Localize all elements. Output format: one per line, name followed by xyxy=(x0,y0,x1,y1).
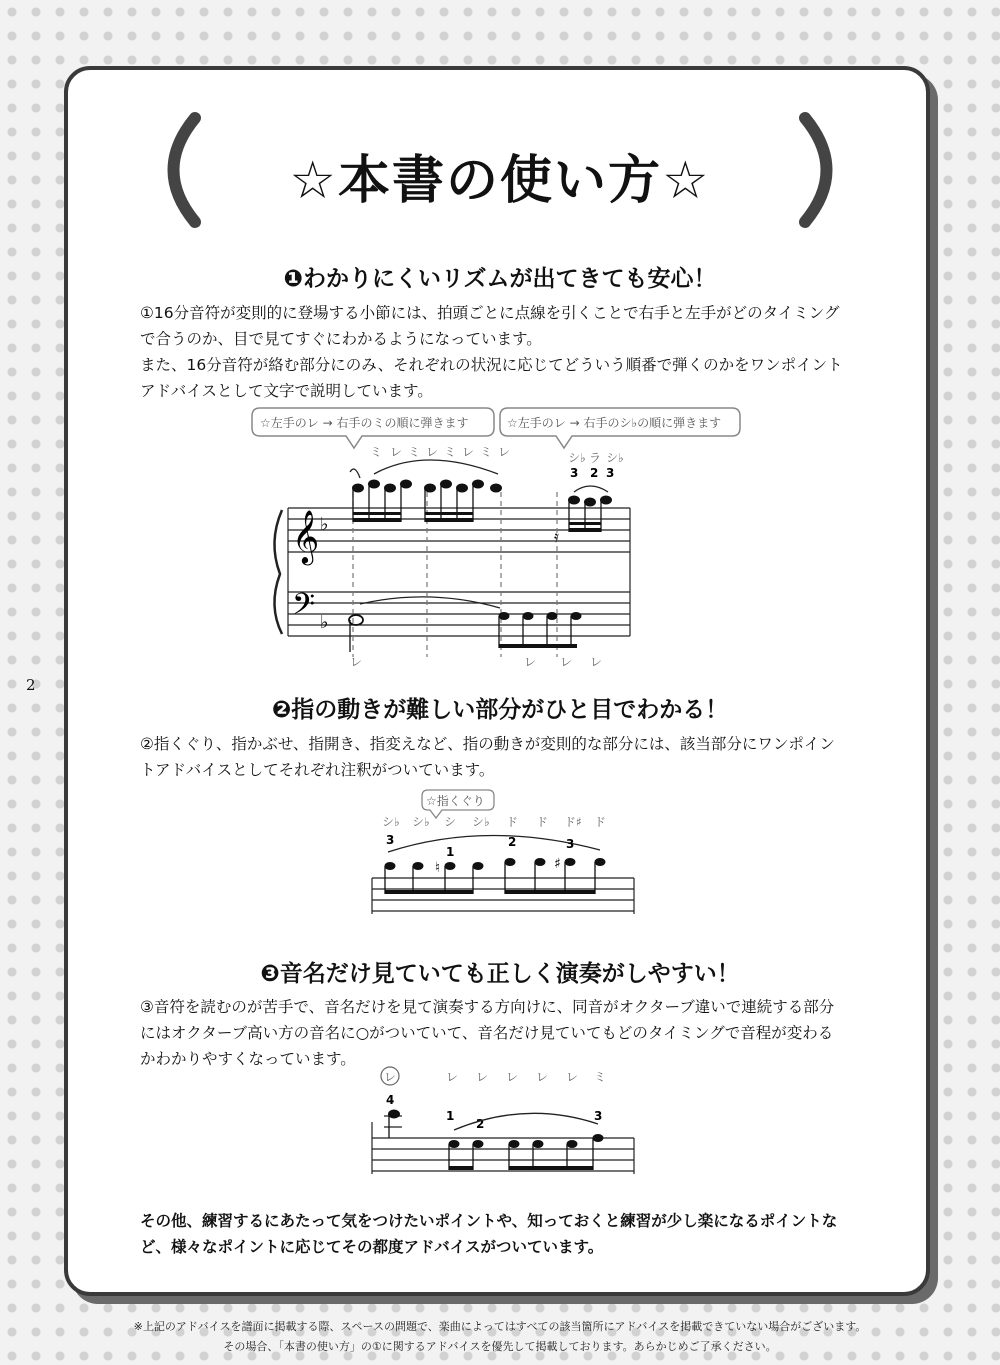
note-name: ド♯ xyxy=(564,815,582,829)
flat-icon: ♭ xyxy=(320,612,329,633)
sixteenth-notes xyxy=(353,480,612,506)
section-2-score xyxy=(366,786,646,920)
fingering: 1 xyxy=(446,1109,455,1123)
bass-clef-icon: 𝄢 xyxy=(292,588,316,629)
fingering: 2 xyxy=(590,466,599,480)
flat-icon: ♭ xyxy=(320,514,329,535)
fingering: 3 xyxy=(594,1109,603,1123)
note-name: レ xyxy=(390,445,403,459)
fingering: 2 xyxy=(476,1117,485,1131)
note-name: シ♭ xyxy=(606,451,624,465)
note-name: シ♭ xyxy=(472,815,490,829)
fingering: 4 xyxy=(386,1093,395,1107)
note-name: シ♭ xyxy=(568,451,586,465)
note-name: ミ xyxy=(480,445,493,459)
section-2-heading: ❷指の動きが難しい部分がひと目でわかる！ xyxy=(271,697,729,723)
section-3-heading: ❸音名だけ見ていても正しく演奏がしやすい！ xyxy=(260,961,740,987)
circled-note-name: レ xyxy=(384,1070,397,1084)
callout-left-then-mi xyxy=(252,408,494,448)
natural-icon: ♮ xyxy=(435,860,441,876)
note-name: ラ xyxy=(589,451,602,465)
section-1-score xyxy=(250,402,750,680)
section-2-body: ②指くぐり、指かぶせ、指開き、指変えなど、指の動きが変則的な部分には、該当部分にワンポイン トアドバイスとしてそれぞれ注釈がついています。 xyxy=(140,735,835,779)
note-name: レ xyxy=(524,655,537,669)
footnote-1: ※上記のアドバイスを譜面に掲載する際、スペースの問題で、楽曲によってはすべての該当箇所にアドバイスを掲載できていない場合がございます。 xyxy=(133,1320,867,1333)
note-name: ド xyxy=(594,815,607,829)
fingering: 3 xyxy=(566,837,575,851)
section-3-body: ③音符を読むのが苦手で、音名だけを見て演奏する方向けに、同音がオクターブ違いで連続する部分 にはオクターブ高い方の音名に○がついていて、音名だけ見ていてもどのタイミングで音程が変わる かわかりやすくなっています。 xyxy=(140,998,835,1068)
fingering: 2 xyxy=(508,835,517,849)
note-name: ミ xyxy=(370,445,383,459)
callout-finger-under: ☆指くぐり xyxy=(426,794,485,808)
note-name: レ xyxy=(462,445,475,459)
fingering: 1 xyxy=(446,845,455,859)
note-name: レ xyxy=(536,1070,549,1084)
note-name: ミ xyxy=(594,1070,607,1084)
closing-text: その他、練習するにあたって気をつけたいポイントや、知っておくと練習が少し楽になるポイントな ど、様々なポイントに応じてその都度アドバイスがついています。 xyxy=(140,1212,838,1256)
note-name: シ xyxy=(444,815,457,829)
callout-2-text: ☆左手のレ → 右手のシ♭の順に弾きます xyxy=(507,416,722,430)
note-name: レ xyxy=(566,1070,579,1084)
note-name: ミ xyxy=(444,445,457,459)
note-name: レ xyxy=(590,655,603,669)
note-name: シ♭ xyxy=(382,815,400,829)
callout-left-then-sib xyxy=(500,408,740,448)
page-title: ☆本書の使い方☆ xyxy=(289,151,711,211)
note-name: ミ xyxy=(408,445,421,459)
note-name: レ xyxy=(446,1070,459,1084)
fingering: 3 xyxy=(606,466,615,480)
note-name: ド xyxy=(506,815,519,829)
note-name: シ♭ xyxy=(412,815,430,829)
note-name: レ xyxy=(506,1070,519,1084)
note-name: レ xyxy=(560,655,573,669)
note-name: レ xyxy=(476,1070,489,1084)
note-name: レ xyxy=(498,445,511,459)
note-name: レ xyxy=(426,445,439,459)
section-1-heading: ❶わかりにくいリズムが出てきても安心！ xyxy=(283,266,717,292)
rest-icon: 𝄿 xyxy=(554,527,559,546)
sharp-icon: ♯ xyxy=(554,856,561,872)
callout-1-text: ☆左手のレ → 右手のミの順に弾きます xyxy=(260,416,469,430)
fingering: 3 xyxy=(386,833,395,847)
note-name: レ xyxy=(350,655,363,669)
note-name: ド xyxy=(536,815,549,829)
section-1-body: ①16分音符が変則的に登場する小節には、拍頭ごとに点線を引くことで右手と左手がどのタイミング で合うのか、目で見てすぐにわかるようになっています。 また、16分音符が絡む部分にのみ、それぞれの状況に応じてどういう順番で弾くのかをワンポイント アドバイスとして文字で説明しています。 xyxy=(140,304,843,400)
footnote-2: その場合、「本書の使い方」の①に関するアドバイスを優先して掲載しております。あらかじめご了承ください。 xyxy=(223,1340,777,1353)
treble-clef-icon: 𝄞 xyxy=(292,509,320,563)
fingering: 3 xyxy=(570,466,579,480)
page-number: 2 xyxy=(26,676,36,694)
section-3-score xyxy=(366,1062,646,1182)
